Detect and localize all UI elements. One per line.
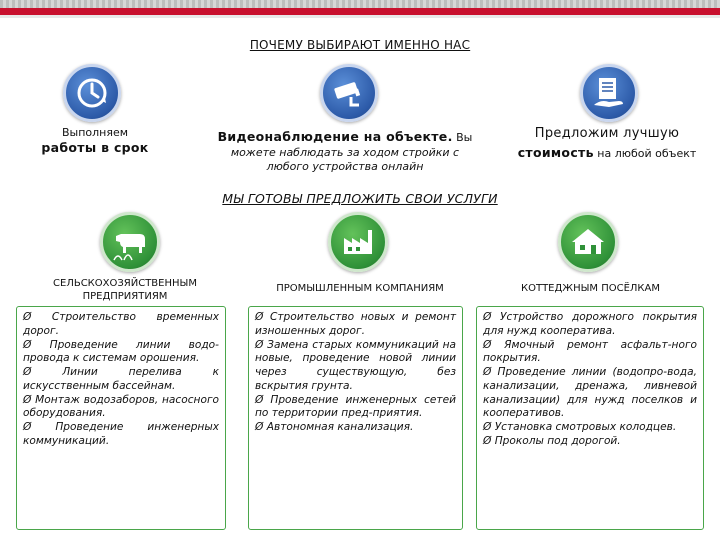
list-item: Ø Автономная канализация.	[255, 421, 414, 434]
list-item: Ø Проколы под дорогой.	[483, 434, 621, 447]
list-item: Ø Проведение инженерных сетей по территории пред-приятия.	[255, 393, 456, 420]
feature-video-inline: Вы	[452, 131, 473, 144]
feature-deadline-line2: работы в срок	[41, 139, 149, 155]
list-item: Ø Замена старых коммуникаций на новые, проведение новой линии через существующую, без вскрытия грунта.	[255, 338, 456, 392]
list-item: Ø Проведение линии водо-провода к системам орошения.	[23, 338, 219, 365]
list-item: Ø Строительство временных дорог.	[23, 311, 219, 337]
cow-icon	[100, 212, 160, 272]
factory-icon	[328, 212, 388, 272]
service-cottage-card	[476, 306, 704, 530]
clock-icon	[63, 64, 121, 122]
top-decorative-bar	[0, 0, 720, 18]
list-item: Ø Проведение линии (водопро-вода, канализации, дренажа, ливневой канализации) для нужд поселков и кооперативов.	[483, 366, 697, 420]
feature-price	[497, 126, 717, 162]
list-item: Ø Линии перелива к искусственным бассейнам.	[23, 366, 219, 392]
feature-deadline	[30, 126, 160, 155]
feature-price-bold: стоимость	[517, 145, 594, 161]
feature-video-line3: любого устройства онлайн	[266, 159, 424, 173]
house-icon	[558, 212, 618, 272]
feature-price-rest: на любой объект	[593, 147, 697, 161]
feature-price-line1: Предложим лучшую	[534, 126, 680, 141]
service-industry-heading: ПРОМЫШЛЕННЫМ КОМПАНИЯМ	[276, 283, 444, 294]
list-item: Ø Устройство дорожного покрытия для нужд кооператива.	[483, 311, 697, 337]
list-item: Ø Монтаж водозаборов, насосного оборудования.	[23, 393, 219, 420]
list-item: Ø Строительство новых и ремонт изношенных дорог.	[255, 311, 456, 337]
feature-video	[190, 126, 500, 174]
service-cottage-heading: КОТТЕДЖНЫМ ПОСЁЛКАМ	[520, 283, 661, 294]
list-item: Ø Установка смотровых колодцев.	[483, 421, 677, 434]
document-hand-icon	[580, 64, 638, 122]
feature-video-line2: можете наблюдать за ходом стройки с	[230, 146, 460, 159]
services-title: МЫ ГОТОВЫ ПРЕДЛОЖИТЬ СВОИ УСЛУГИ	[222, 191, 498, 206]
top-grey-stripe	[0, 0, 720, 8]
list-item: Ø Проведение инженерных коммуникаций.	[23, 421, 219, 447]
service-industry-card	[248, 306, 463, 530]
top-light-stripe	[0, 15, 720, 18]
cctv-camera-icon	[320, 64, 378, 122]
feature-video-bold: Видеонаблюдение на объекте.	[217, 129, 453, 144]
list-item: Ø Ямочный ремонт асфальт-ного покрытия.	[483, 338, 697, 365]
service-agri-heading: СЕЛЬСКОХОЗЯЙСТВЕННЫМ ПРЕДПРИЯТИЯМ	[53, 278, 197, 302]
top-red-stripe	[0, 8, 720, 15]
feature-deadline-line1: Выполняем	[61, 126, 129, 139]
page-title: ПОЧЕМУ ВЫБИРАЮТ ИМЕННО НАС	[249, 38, 471, 52]
service-agri-card	[16, 306, 226, 530]
